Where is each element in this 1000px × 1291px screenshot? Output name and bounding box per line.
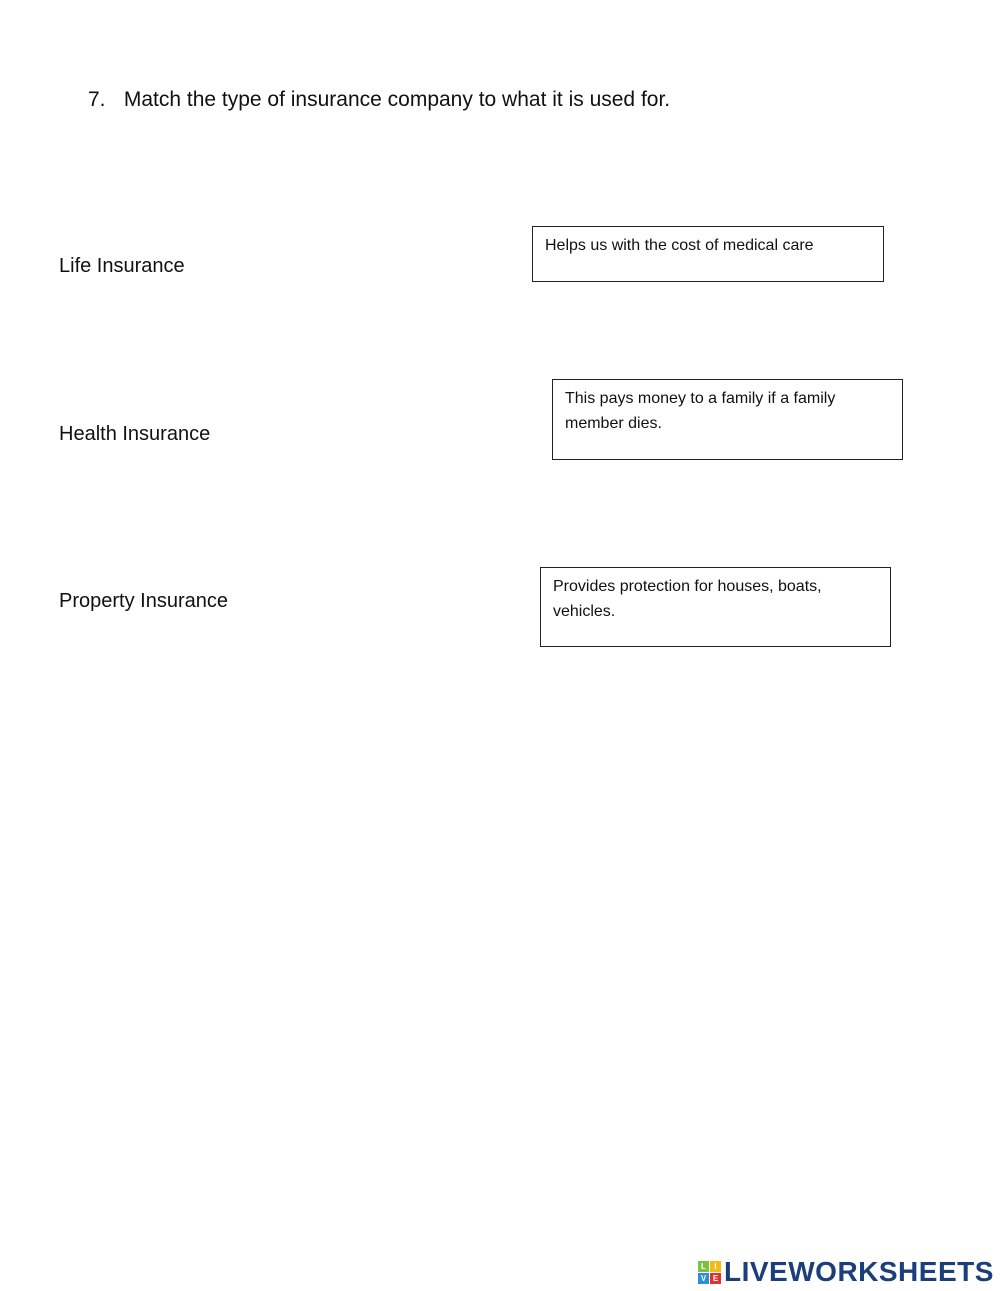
term-property-insurance[interactable]: Property Insurance (59, 590, 228, 612)
logo-tiles (698, 1261, 721, 1284)
logo-text: LIVEWORKSHEETS (724, 1256, 994, 1287)
logo-tile-v: V (698, 1273, 709, 1284)
question-text: Match the type of insurance company to what it is used for. (123, 88, 671, 111)
logo-tile-l: L (698, 1261, 709, 1272)
question-number: 7. (88, 88, 106, 111)
logo-tile-e: E (710, 1273, 721, 1284)
definition-box-medical[interactable]: Helps us with the cost of medical care (532, 226, 884, 282)
term-life-insurance[interactable]: Life Insurance (59, 255, 185, 277)
term-health-insurance[interactable]: Health Insurance (59, 423, 211, 445)
logo-tile-i: I (710, 1261, 721, 1272)
definition-box-property[interactable]: Provides protection for houses, boats, vehicles. (540, 567, 891, 647)
liveworksheets-logo (698, 1256, 994, 1288)
question (88, 88, 670, 112)
definition-box-family[interactable]: This pays money to a family if a family member dies. (552, 379, 903, 460)
